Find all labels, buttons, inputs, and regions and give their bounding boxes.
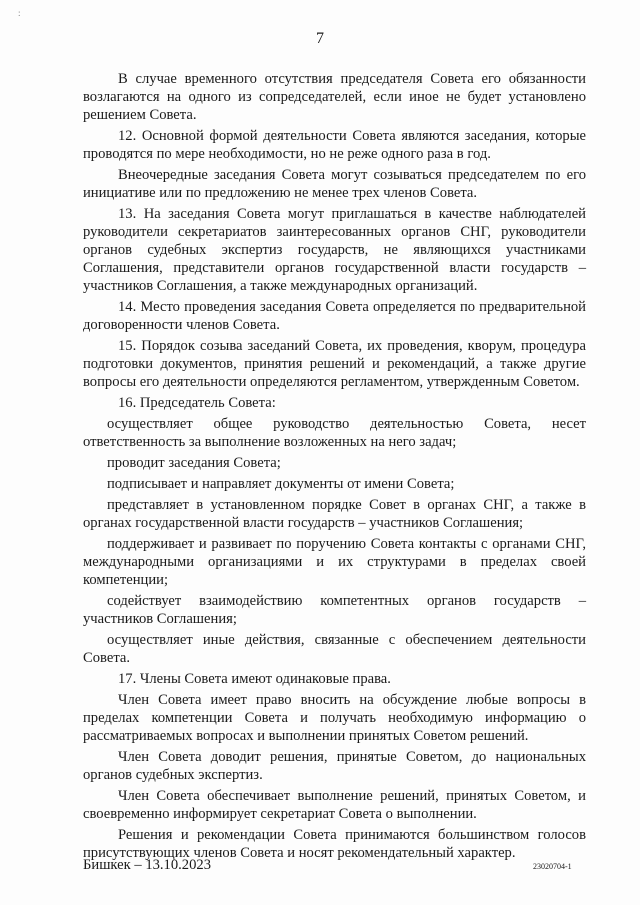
footer-doc-code: 23020704-1 (533, 862, 572, 871)
list-item: подписывает и направляет документы от имени Совета; (107, 476, 455, 492)
paragraph: В случае временного отсутствия председателя Совета его обязанности возлагаются на одного из сопредседателей, если иное не будет установлено решением Совета. (83, 71, 586, 123)
list-item: проводит заседания Совета; (107, 455, 281, 471)
corner-mark: : (18, 8, 21, 18)
paragraph: Внеочередные заседания Совета могут созываться председателем по его инициативе или по предложению не менее трех членов Совета. (83, 167, 586, 201)
paragraph: Член Совета обеспечивает выполнение решений, принятых Советом, и своевременно информирует секретариат Совета о выполнении. (83, 788, 586, 822)
list-item: осуществляет иные действия, связанные с обеспечением деятельности Совета. (83, 632, 586, 666)
list-item: осуществляет общее руководство деятельностью Совета, несет ответственность за выполнение возложенных на него задач; (83, 416, 586, 450)
document-body (83, 70, 586, 865)
paragraph: Решения и рекомендации Совета принимаются большинством голосов присутствующих членов Совета и носят рекомендательный характер. (83, 827, 586, 861)
page-number: 7 (316, 30, 324, 47)
paragraph: 15. Порядок созыва заседаний Совета, их проведения, кворум, процедура подготовки документов, принятия решений и рекомендаций, а также другие вопросы его деятельности определяются регламентом, утвержденным Советом. (83, 338, 586, 390)
paragraph: 12. Основной формой деятельности Совета являются заседания, которые проводятся по мере необходимости, но не реже одного раза в год. (83, 128, 586, 162)
paragraph: Член Совета имеет право вносить на обсуждение любые вопросы в пределах компетенции Совета и получать необходимую информацию о рассматриваемых вопросах и выполнении принятых Советом решений. (83, 692, 586, 744)
paragraph: 17. Члены Совета имеют одинаковые права. (118, 671, 391, 687)
list-item: содействует взаимодействию компетентных органов государств – участников Соглашения; (83, 593, 586, 627)
paragraph: 16. Председатель Совета: (118, 395, 276, 411)
paragraph: 14. Место проведения заседания Совета определяется по предварительной договоренности членов Совета. (83, 299, 586, 333)
paragraph: Член Совета доводит решения, принятые Советом, до национальных органов судебных экспертиз. (83, 749, 586, 783)
paragraph: 13. На заседания Совета могут приглашаться в качестве наблюдателей руководители секретариатов заинтересованных органов СНГ, руководители органов судебных экспертиз государств, не являющихся участниками Соглашения, представители органов государственной власти государств – участников Соглашения, а также международных организаций. (83, 206, 586, 294)
footer-place-date: Бишкек – 13.10.2023 (83, 857, 211, 873)
list-item: поддерживает и развивает по поручению Совета контакты с органами СНГ, международными организациями и их структурами в пределах своей компетенции; (83, 536, 586, 588)
list-item: представляет в установленном порядке Совет в органах СНГ, а также в органах государственной власти государств – участников Соглашения; (83, 497, 586, 531)
